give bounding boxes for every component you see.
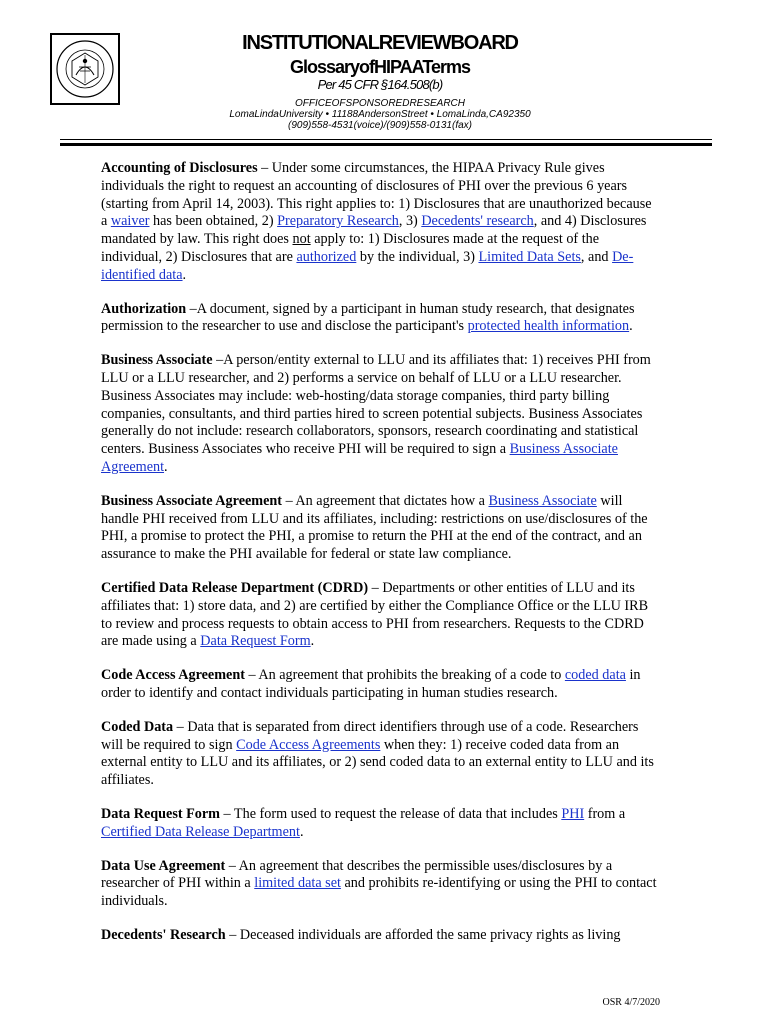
entry-business-associate	[101, 352, 661, 477]
link-limited-data-sets[interactable]: Limited Data Sets	[478, 248, 581, 265]
term-title: Code Access Agreement	[101, 667, 245, 684]
term-title: Certified Data Release Department (CDRD)	[101, 579, 369, 596]
entry-data-use-agreement	[101, 858, 661, 911]
definition-text: .	[182, 266, 187, 283]
definition-text: .	[164, 458, 168, 475]
definition-text: apply to: 1) Disclosures made at the request of the individual, 2) Disclosures that are	[101, 231, 600, 265]
link-business-associate-agreement[interactable]: Business Associate Agreement	[101, 441, 618, 475]
link-data-request-form[interactable]: Data Request Form	[200, 633, 311, 650]
entry-decedents-research	[101, 927, 661, 945]
definition-text: .	[629, 318, 633, 335]
definition-text: – Under some circumstances, the HIPAA Privacy Rule gives individuals the right to request an accounting of disclosures of PHI over the previous 6 years (starting from April 14, 2003). This right applies to: 1) Disclosures that are unauthorized because a	[101, 160, 652, 230]
office-address: LomaLindaUniversity • 11188AndersonStreet • LomaLinda,CA92350	[229, 109, 531, 120]
link-code-access-agreements[interactable]: Code Access Agreements	[236, 736, 381, 753]
definition-text: – Deceased individuals are afforded the same privacy rights as living	[225, 926, 621, 943]
entry-data-request-form	[101, 806, 661, 842]
entry-code-access-agreement	[101, 667, 661, 703]
definition-text: , and 4) Disclosures mandated by law. This right does	[101, 213, 647, 248]
definition-text: has been obtained, 2)	[149, 213, 278, 230]
link-de-identified-data[interactable]: De-identified data	[101, 248, 634, 283]
entry-business-associate-agreement	[101, 493, 661, 564]
definition-text: from a	[584, 805, 626, 822]
definition-text: – An agreement that dictates how a	[282, 492, 489, 509]
entry-certified-data-release-department	[101, 580, 661, 651]
definition-text: –A person/entity external to LLU and its affiliates that: 1) receives PHI from LLU or a LLU researcher, and 2) performs a service on behalf of LLU or a LLU researcher. Business Associates may include: web-hosting/data storage companies, third party billing companies, consultants, and third parties hired to screen potential subjects. Business Associates generally do not include: research collaborators, sponsors, research coordinating and statistical centers. Business Associates who receive PHI will be required to sign a	[101, 352, 651, 458]
definition-text: – Departments or other entities of LLU and its affiliates that: 1) store data, and 2) are certified by either the Compliance Office or the LLU IRB to review and process requests to obtain access to PHI from researchers. Requests to the CDRD are made using a	[101, 579, 649, 650]
glossary-title: GlossaryofHIPAATerms	[289, 57, 471, 77]
board-title: INSTITUTIONALREVIEWBOARD	[242, 32, 518, 54]
term-title: Business Associate	[101, 352, 213, 369]
seal-icon	[54, 37, 116, 101]
link-business-associate[interactable]: Business Associate	[488, 492, 597, 509]
link-phi[interactable]: PHI	[561, 805, 585, 822]
university-seal-logo	[50, 33, 120, 105]
term-title: Decedents' Research	[101, 926, 226, 943]
emphasis-not: not	[292, 231, 311, 248]
glossary-body	[101, 160, 661, 961]
definition-text: in order to identify and contact individuals participating in human studies research.	[101, 667, 641, 701]
entry-authorization	[101, 301, 661, 337]
term-title: Business Associate Agreement	[101, 492, 283, 509]
definition-text: .	[310, 633, 315, 650]
entry-accounting-of-disclosures	[101, 160, 661, 285]
term-title: Accounting of Disclosures	[101, 160, 258, 176]
link-waiver[interactable]: waiver	[110, 213, 150, 230]
link-authorized[interactable]: authorized	[296, 248, 357, 265]
definition-text: , 3)	[398, 213, 422, 230]
office-phone: (909)558-4531(voice)/(909)558-0131(fax)	[288, 120, 472, 131]
regulation-citation: Per 45 CFR §164.508(b)	[317, 77, 443, 92]
definition-text: and prohibits re-identifying or using the PHI to contact individuals.	[101, 875, 657, 910]
definition-text: when they: 1) receive coded data from an external entity to LLU and its affiliates, or 2) send coded data to an external entity to LLU and its affiliates.	[101, 736, 654, 789]
definition-text: will handle PHI received from LLU and its affiliates, including: restrictions on use/disclosures of the PHI, a promise to protect the PHI, a promise to return the PHI at the end of the contract, and an assurance to make the PHI available for federal or state law compliance.	[101, 492, 648, 563]
definition-text: , and	[580, 248, 613, 265]
link-coded-data[interactable]: coded data	[564, 667, 626, 684]
term-title: Authorization	[101, 300, 187, 317]
term-title: Data Use Agreement	[101, 857, 226, 874]
term-title: Data Request Form	[101, 805, 220, 822]
revision-footer: OSR 4/7/2020	[602, 997, 660, 1008]
definition-text: .	[299, 823, 304, 840]
definition-text: – Data that is separated from direct identifiers through use of a code. Researchers will be required to sign	[101, 718, 639, 753]
definition-text: – An agreement that prohibits the breaking of a code to	[244, 667, 565, 684]
office-name: OFFICEOFSPONSOREDRESEARCH	[294, 98, 466, 109]
link-decedents-research[interactable]: Decedents' research	[421, 213, 534, 230]
link-certified-data-release-department[interactable]: Certified Data Release Department	[101, 823, 300, 840]
definition-text: by the individual, 3)	[356, 248, 479, 265]
header-divider-thick	[60, 143, 712, 146]
link-preparatory-research[interactable]: Preparatory Research	[277, 213, 399, 230]
term-title: Coded Data	[101, 718, 174, 735]
link-limited-data-set[interactable]: limited data set	[254, 875, 341, 892]
header-divider-thin	[60, 139, 712, 140]
link-protected-health-information[interactable]: protected health information	[467, 318, 630, 335]
entry-coded-data	[101, 719, 661, 790]
definition-text: – The form used to request the release of data that includes	[220, 805, 562, 822]
definition-text: –A document, signed by a participant in human study research, that designates permission to the researcher to use and disclose the participant's	[101, 300, 635, 335]
definition-text: – An agreement that describes the permissible uses/disclosures by a researcher of PHI within a	[101, 857, 613, 892]
